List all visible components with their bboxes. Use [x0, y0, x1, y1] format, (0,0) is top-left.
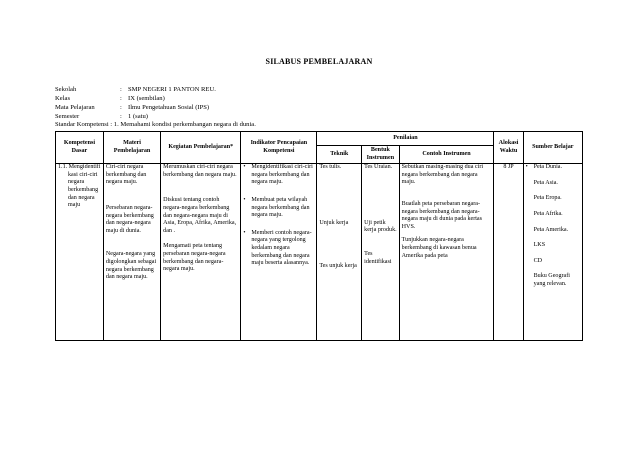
info-row-kelas [55, 94, 216, 103]
header-materi: Materi Pembelajaran [103, 132, 160, 164]
indikator-item [243, 230, 314, 268]
sumber-text: Buku Geografi yang relevan. [533, 273, 570, 287]
bentuk-item: Tes Uraian. [364, 164, 393, 171]
indikator-item [243, 197, 314, 220]
header-penilaian: Penilaian [317, 132, 494, 146]
indikator-text: Membuat peta wilayah negara berkembang dan negara maju. [251, 196, 310, 219]
info-label: Sekolah [55, 86, 77, 93]
sumber-item [526, 164, 580, 172]
cell-bentuk [362, 164, 399, 341]
syllabus-table [55, 131, 583, 341]
materi-item: Persebaran negara-negara berkembang dan negara-negara maju di dunia. [105, 204, 154, 234]
teknik-item: Tes tulis. [319, 164, 342, 171]
indikator-item [243, 164, 314, 187]
info-value: SMP NEGERI 1 PANTON REU. [128, 86, 216, 93]
info-value: Ilmu Pengetahuan Sosial (IPS) [128, 104, 210, 111]
header-kegiatan: Kegiatan Pembelajaran* [161, 132, 241, 164]
contoh-item: Tunjukkan negara-negara berkembang di kawasan benua Amerika pada peta [401, 237, 477, 259]
standar-kompetensi: Standar Kompetensi : 1. Memahami kondisi perkembangan negara di dunia. [55, 121, 256, 128]
info-separator: : [120, 86, 122, 93]
header-indikator: Indikator Pencapaian Kompetensi [241, 132, 317, 164]
info-label: Mata Pelajaran [55, 104, 95, 111]
info-separator: : [120, 95, 122, 102]
header-kompetensi: Kompetensi Dasar [56, 132, 104, 164]
info-value: IX (sembilan) [128, 95, 165, 102]
header-alokasi: Alokasi Waktu [494, 132, 523, 164]
cell-contoh [399, 164, 494, 341]
sumber-item [526, 227, 580, 235]
sumber-item [526, 273, 580, 288]
cell-kegiatan [161, 164, 241, 341]
indikator-text: Mengidentifikasi ciri-ciri negara berkembang dan negara maju. [251, 164, 313, 186]
teknik-item: Tes unjuk kerja [319, 263, 357, 270]
sumber-item [526, 242, 580, 250]
header-bentuk: Bentuk Instrumen [362, 146, 399, 164]
info-row-semester [55, 112, 216, 121]
sumber-item [526, 258, 580, 266]
info-label: Semester [55, 113, 80, 120]
sumber-text: Peta Dunia. [533, 164, 563, 171]
contoh-item: Buatlah peta persebaran negara-negara berkembang dan negara-negara maju di dunia pada kertas HVS. [401, 200, 483, 230]
header-contoh: Contoh Instrumen [399, 146, 494, 164]
sumber-list [526, 164, 580, 288]
info-value: 1 (satu) [128, 113, 148, 120]
sumber-text: Peta Amerika. [533, 226, 569, 233]
sumber-text: Peta Asia. [533, 179, 558, 186]
materi-item: Ciri-ciri negara berkembang dan negara maju. [105, 164, 147, 186]
header-row [56, 132, 583, 146]
sumber-text: LKS [533, 242, 546, 249]
cell-alokasi: 8 JP [494, 164, 523, 341]
cell-kompetensi [56, 164, 104, 341]
table-row [56, 164, 583, 341]
school-info [55, 85, 216, 121]
bentuk-item: Tes identifikasi [364, 250, 392, 265]
sumber-text: Peta Afrika. [533, 210, 563, 217]
bullet-icon: • [243, 229, 246, 236]
bullet-icon: • [243, 164, 246, 171]
page-title: SILABUS PEMBELAJARAN [265, 57, 373, 66]
kegiatan-item: Mengamati peta tentang persebaran negara-negara berkembang dan negara-negara maju. [163, 243, 226, 273]
info-row-sekolah [55, 85, 216, 94]
syllabus-table-wrapper [55, 131, 583, 341]
sumber-item [526, 180, 580, 188]
bullet-icon: • [525, 164, 528, 171]
kegiatan-item: Merumuskan ciri-ciri negara berkembang dan negara maju. [163, 164, 237, 178]
info-row-mata-pelajaran [55, 103, 216, 112]
contoh-item: Sebutkan masing-masing dua ciri negara berkembang dan negara maju. [401, 164, 484, 186]
header-sumber: Sumber Belajar [523, 132, 582, 164]
info-separator: : [120, 104, 122, 111]
materi-item: Negara-negara yang digolongkan sebagai negara berkembang dan negara maju. [105, 251, 157, 281]
bentuk-item: Uji petik kerja produk. [364, 219, 397, 234]
cell-sumber [523, 164, 582, 341]
info-separator: : [120, 113, 122, 120]
teknik-item: Unjuk kerja [319, 219, 349, 226]
header-teknik: Teknik [317, 146, 362, 164]
sumber-text: Peta Eropa. [533, 195, 562, 202]
cell-teknik [317, 164, 362, 341]
sumber-text: CD [533, 257, 543, 264]
kegiatan-item: Diskusi tentang contoh negara-negara berkembang dan negara-negara maju di Asia, Eropa, Afrika, Amerika, dan . [163, 197, 237, 234]
sumber-item [526, 195, 580, 203]
indikator-text: Memberi contoh negara-negara yang tergolong kedalam negara berkembang dan negara maju beserta alasannya. [251, 229, 312, 267]
sumber-item [526, 211, 580, 219]
bullet-icon: • [243, 196, 246, 203]
info-label: Kelas [55, 95, 71, 102]
cell-materi [103, 164, 160, 341]
cell-indikator [241, 164, 317, 341]
kompetensi-text: 1.1. Mengidentifi kasi ciri-ciri negara berkembang dan negara maju [58, 164, 101, 209]
